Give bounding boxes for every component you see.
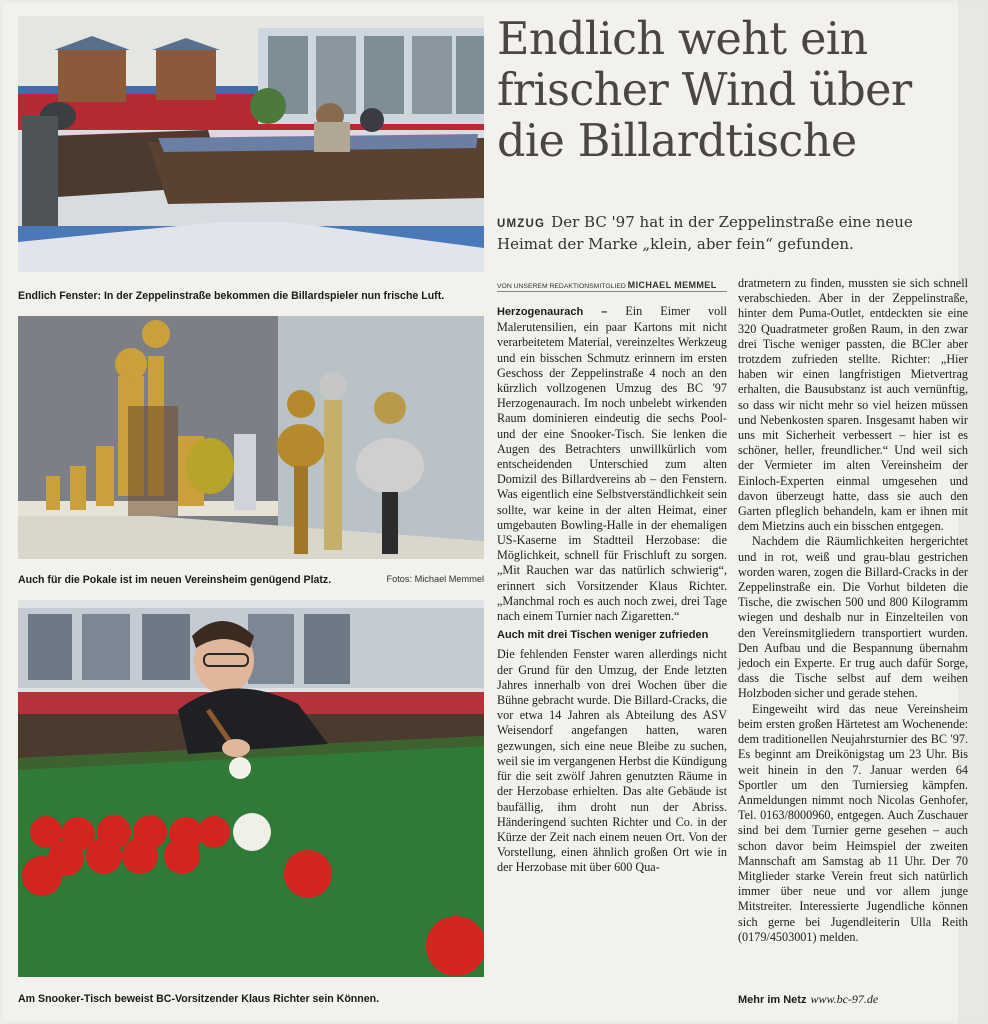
paragraph-4: Eingeweiht wird das neue Vereinsheim beim ersten großen Härtetest am Wochenende: dem traditionellen Neujahrsturnier des BC '97. Es beginnt am Dreikönigstag um 23 Uhr. Bis weit hinein in den 7. Januar werden 64 Sportler um den Turniersieg kämpfen. Anmeldungen nimmt noch Nicolas Genhofer, Tel. 0163/8000960, entgegen. Auch Zuschauer sind bei dem Turnier gerne gesehen – auch schon davor beim Heimspiel der zweiten Mannschaft am Samstag ab 11 Uhr. Der 70 Mitglieder starke Verein freut sich natürlich immer über neue und vor allem junge Mitstreiter. Interessierte Jugendliche können sich gerne bei Jugendleiterin Ulla Reith (0179/4503001) melden. [738, 701, 968, 944]
photo-snooker [18, 600, 484, 977]
byline-prefix: VON UNSEREM REDAKTIONSMITGLIED [497, 283, 626, 290]
paragraph-2-cont: dratmetern zu finden, mussten sie sich schnell verabschieden. Aber in der Zeppelinstraße, hinter dem Puma-Outlet, entdeckten sie eine 320 Quadratmeter großen Raum, in den zwar drei Tische weniger passten, die BCler aber trotzdem zufrieden stellte. Richter: „Hier haben wir einen langfristigen Mietvertrag erhalten, die Bausubstanz ist auch vernünftig, so dass wir nicht mehr so viel heizen müssen und Nebenkosten sparen. Insgesamt haben wir uns mit Sicherheit verbessert – hier ist es schöner, heller, freundlicher.“ Und weil sich der Vermieter im alten Vereinsheim der Einloch-Experten einmal umgesehen und davon überzeugt hatte, dass sie auch den Garten pfleglich behandeln, kam er ihnen mit dem Mietzins auch ein bisschen entgegen. [738, 276, 968, 534]
article-lead-text: Der BC '97 hat in der Zeppelinstraße eine neue Heimat der Marke „klein, aber fein“ gefunden. [497, 213, 913, 253]
article-subhead: Auch mit drei Tischen weniger zufrieden [497, 629, 709, 642]
paragraph-3: Nachdem die Räumlichkeiten hergerichtet und in rot, weiß und grau-blau gestrichen worden waren, zogen die Billard-Cracks in der Zeppelinstraße ein. Die Vorhut bildeten die Tische, die zwischen 500 und 800 Kilogramm wiegen und deshalb nur in Einzelteilen von den Vereinsmitgliedern transportiert wurden. Den Aufbau und die Bespannung übernahm jedoch ein Experte. Er trug auch dafür Sorge, dass die Tische selbst auf dem weihen Holzboden sicher und gerade stehen. [738, 534, 968, 701]
article-headline: Endlich weht ein frischer Wind über die Billardtische [497, 14, 912, 167]
article-column-1 [497, 304, 727, 876]
trophies-illustration [18, 316, 484, 559]
photo3-caption: Am Snooker-Tisch beweist BC-Vorsitzender Klaus Richter sein Können. [18, 993, 380, 1005]
snooker-illustration [18, 600, 484, 977]
article-lead [497, 212, 947, 254]
photo1-caption: Endlich Fenster: In der Zeppelinstraße bekommen die Billardspieler nun frische Luft. [18, 290, 445, 302]
more-online-link[interactable]: www.bc-97.de [810, 992, 879, 1006]
photo2-caption-row [18, 574, 484, 586]
more-online-label: Mehr im Netz [738, 994, 807, 1006]
article-byline [497, 280, 727, 290]
photo2-caption: Auch für die Pokale ist im neuen Vereinsheim genügend Platz. [18, 574, 332, 586]
byline-rule [497, 291, 727, 292]
billiard-room-illustration [18, 16, 484, 272]
byline-name: MICHAEL MEMMEL [627, 280, 717, 290]
photo-billiard-room [18, 16, 484, 272]
more-online [738, 992, 878, 1007]
article-column-2 [738, 276, 968, 945]
article-kicker: UMZUG [497, 218, 546, 230]
paragraph-2-start: Die fehlenden Fenster waren allerdings nicht der Grund für den Umzug, der Ende letzten Jahres innerhalb von drei Wochen über die Bühne gebracht wurde. Die Billard-Cracks, die vor etwa 14 Jahren als Abteilung des ASV Weisendorf angefangen hatten, waren gezwungen, sich eine neue Bleibe zu suchen, weil sie im vergangenen Herbst die Kündigung für die seit zwölf Jahren genutzten Räume in der Herzobase erhielten. Das alte Gebäude ist baufällig, ihm droht nun der Abriss. Händeringend suchten Richter und Co. in der Kürze der Zeit nach einem neuen Ort. Von der Vorstellung, einen ähnlich großen Ort wie in der Herzobase mit über 600 Qua- [497, 647, 727, 875]
paragraph-1: Ein Eimer voll Malerutensilien, ein paar Kartons mit nicht verarbeitetem Material, vereinzeltes Werkzeug und ein bisschen Schmutz erinnern im ersten Geschoss der Zeppelinstraße 4 noch an den kürzlich vollzogenen Umzug des BC '97 Herzogenaurach. Im noch unbelebt wirkenden Raum dominieren eindeutig die sechs Pool- und der eine Snooker-Tisch. Sie lenken die Augen des Betrachters unwillkürlich vom entscheidenden Unterschied zum alten Domizil des Billardvereins ab – den Fenstern. Was eigentlich eine Selbstverständlichkeit sein sollte, war keine in der alten Heimat, einer umgebauten Bowling-Halle in der ehemaligen US-Kaserne im Stadtteil Herzobase: die Möglichkeit, schnell für Frischluft zu sorgen. „Mit Rauchen war das natürlich schwierig“, erinnert sich Vorsitzender Klaus Richter. „Manchmal roch es auch noch zwei, drei Tage nach einem Turnier nach Zigaretten.“ [497, 304, 727, 624]
photo-credit: Fotos: Michael Memmel [386, 574, 484, 584]
dateline: Herzogenaurach – [497, 306, 608, 318]
photo-trophies [18, 316, 484, 559]
